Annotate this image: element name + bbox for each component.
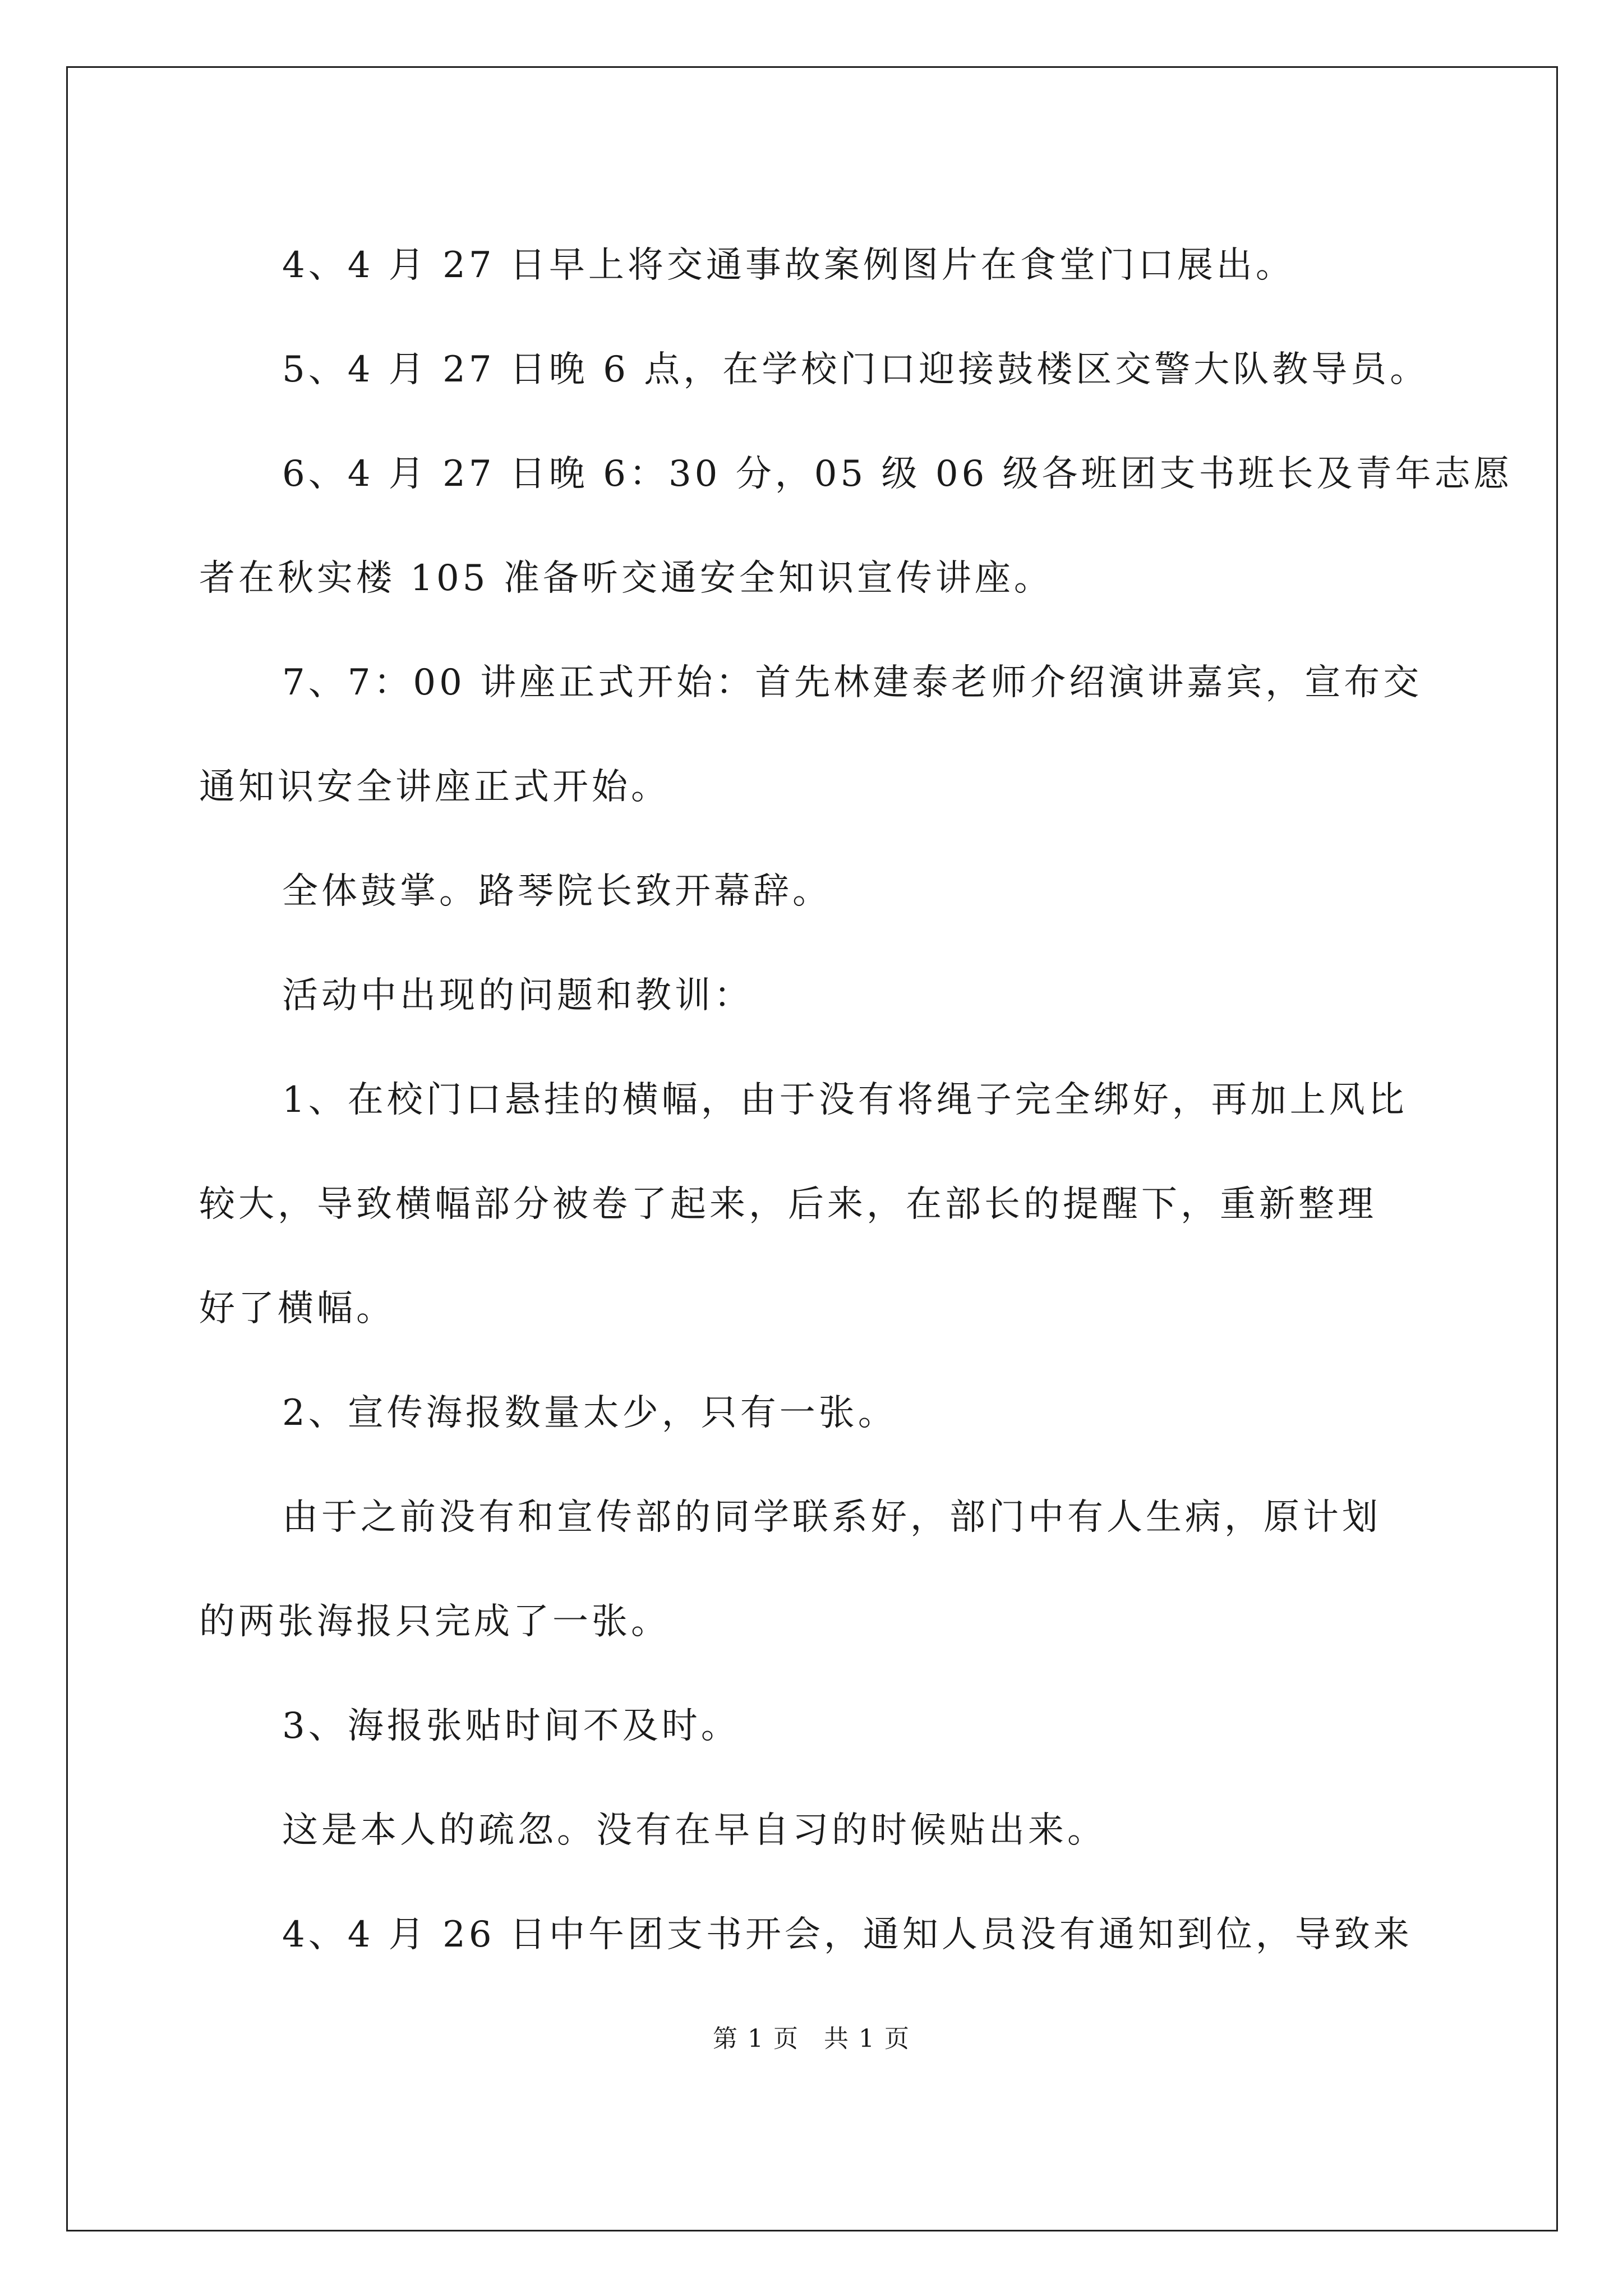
paragraph (199, 1778, 1433, 1883)
paragraph (199, 1361, 1433, 1465)
paragraph-line: 1、在校门口悬挂的横幅，由于没有将绳子完全绑好，再加上风比 (282, 1079, 1408, 1121)
paragraph-line: 由于之前没有和宣传部的同学联系好，部门中有人生病，原计划 (282, 1497, 1381, 1538)
paragraph (199, 1465, 1433, 1674)
paragraph-line: 通知识安全讲座正式开始。 (199, 766, 670, 808)
paragraph (199, 422, 1513, 631)
paragraph (199, 944, 1433, 1048)
paragraph-line: 较大，导致横幅部分被卷了起来，后来，在部长的提醒下，重新整理 (199, 1184, 1377, 1225)
paragraph (199, 1883, 1433, 1987)
paragraph (199, 318, 1433, 422)
paragraph-line: 者在秋实楼 105 准备听交通安全知识宣传讲座。 (199, 558, 1053, 599)
paragraph-line: 全体鼓掌。路琴院长致开幕辞。 (282, 871, 832, 912)
paragraph-line: 4、4 月 26 日中午团支书开会，通知人员没有通知到位，导致来 (282, 1914, 1413, 1955)
page-footer (0, 2018, 1623, 2054)
paragraph-line: 2、宣传海报数量太少，只有一张。 (282, 1392, 897, 1434)
paragraph-line: 5、4 月 27 日晚 6 点，在学校门口迎接鼓楼区交警大队教导员。 (282, 349, 1430, 390)
paragraph-line: 这是本人的疏忽。没有在早自习的时候贴出来。 (282, 1810, 1106, 1851)
paragraph-line: 7、7：00 讲座正式开始：首先林建泰老师介绍演讲嘉宾，宣布交 (282, 662, 1423, 703)
paragraph-line: 4、4 月 27 日早上将交通事故案例图片在食堂门口展出。 (282, 245, 1295, 286)
page-total: 共 1 页 (824, 2024, 910, 2053)
paragraph-line: 3、海报张贴时间不及时。 (282, 1705, 740, 1747)
page-number: 第 1 页 (713, 2024, 799, 2053)
paragraph (199, 213, 1433, 318)
paragraph-line: 6、4 月 27 日晚 6：30 分，05 级 06 级各班团支书班长及青年志愿 (282, 453, 1513, 495)
paragraph-line: 活动中出现的问题和教训： (282, 975, 753, 1016)
paragraph (199, 839, 1433, 944)
paragraph-line: 的两张海报只完成了一张。 (199, 1601, 670, 1642)
paragraph (199, 631, 1433, 839)
document-body (199, 213, 1513, 1987)
paragraph (199, 1674, 1433, 1778)
paragraph-line: 好了横幅。 (199, 1288, 395, 1329)
paragraph (199, 1048, 1433, 1361)
